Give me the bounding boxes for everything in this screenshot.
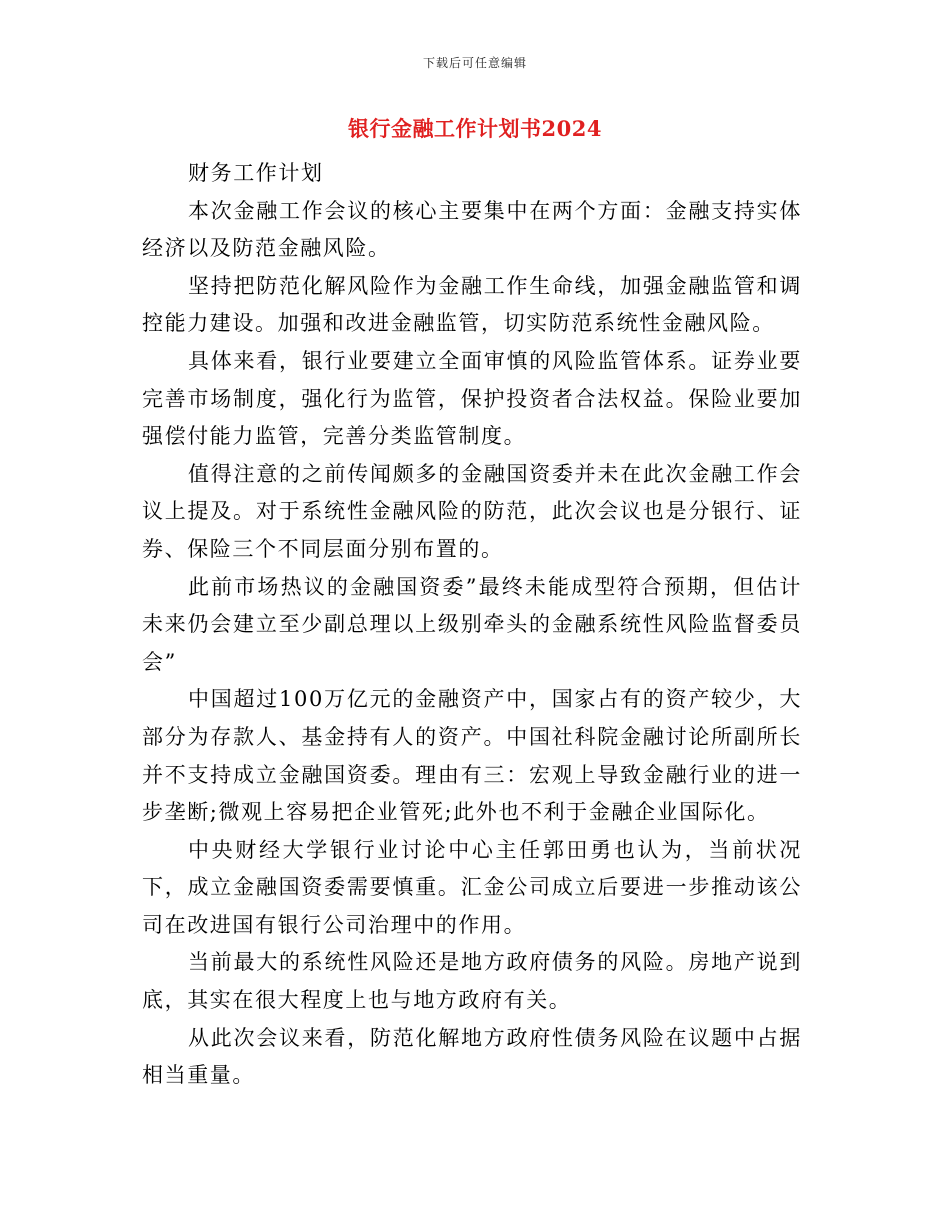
paragraph: 值得注意的之前传闻颇多的金融国资委并未在此次金融工作会议上提及。对于系统性金融风险的防范，此次会议也是分银行、证券、保险三个不同层面分别布置的。 <box>142 461 802 561</box>
paragraph: 当前最大的系统性风险还是地方政府债务的风险。房地产说到底，其实在很大程度上也与地方政府有关。 <box>142 950 802 1013</box>
paragraph: 本次金融工作会议的核心主要集中在两个方面：金融支持实体经济以及防范金融风险。 <box>142 198 802 261</box>
paragraph: 中央财经大学银行业讨论中心主任郭田勇也认为，当前状况下，成立金融国资委需要慎重。汇金公司成立后要进一步推动该公司在改进国有银行公司治理中的作用。 <box>142 837 802 937</box>
document-body <box>142 155 802 1095</box>
header-note: 下载后可任意编辑 <box>422 56 527 70</box>
document-title: 银行金融工作计划书2024 <box>348 116 602 141</box>
paragraph: 具体来看，银行业要建立全面审慎的风险监管体系。证券业要完善市场制度，强化行为监管，保护投资者合法权益。保险业要加强偿付能力监管，完善分类监管制度。 <box>142 348 802 449</box>
paragraph: 财务工作计划 <box>188 161 324 185</box>
paragraph: 此前市场热议的金融国资委”最终未能成型符合预期，但估计未来仍会建立至少副总理以上级别牵头的金融系统性风险监督委员会” <box>142 574 802 674</box>
paragraph: 坚持把防范化解风险作为金融工作生命线，加强金融监管和调控能力建设。加强和改进金融监管，切实防范系统性金融风险。 <box>142 273 802 336</box>
paragraph: 中国超过100万亿元的金融资产中，国家占有的资产较少，大部分为存款人、基金持有人的资产。中国社科院金融讨论所副所长并不支持成立金融国资委。理由有三：宏观上导致金融行业的进一步垄断;微观上容易把企业管死;此外也不利于金融企业国际化。 <box>142 687 802 825</box>
paragraph: 从此次会议来看，防范化解地方政府性债务风险在议题中占据相当重量。 <box>142 1025 802 1088</box>
